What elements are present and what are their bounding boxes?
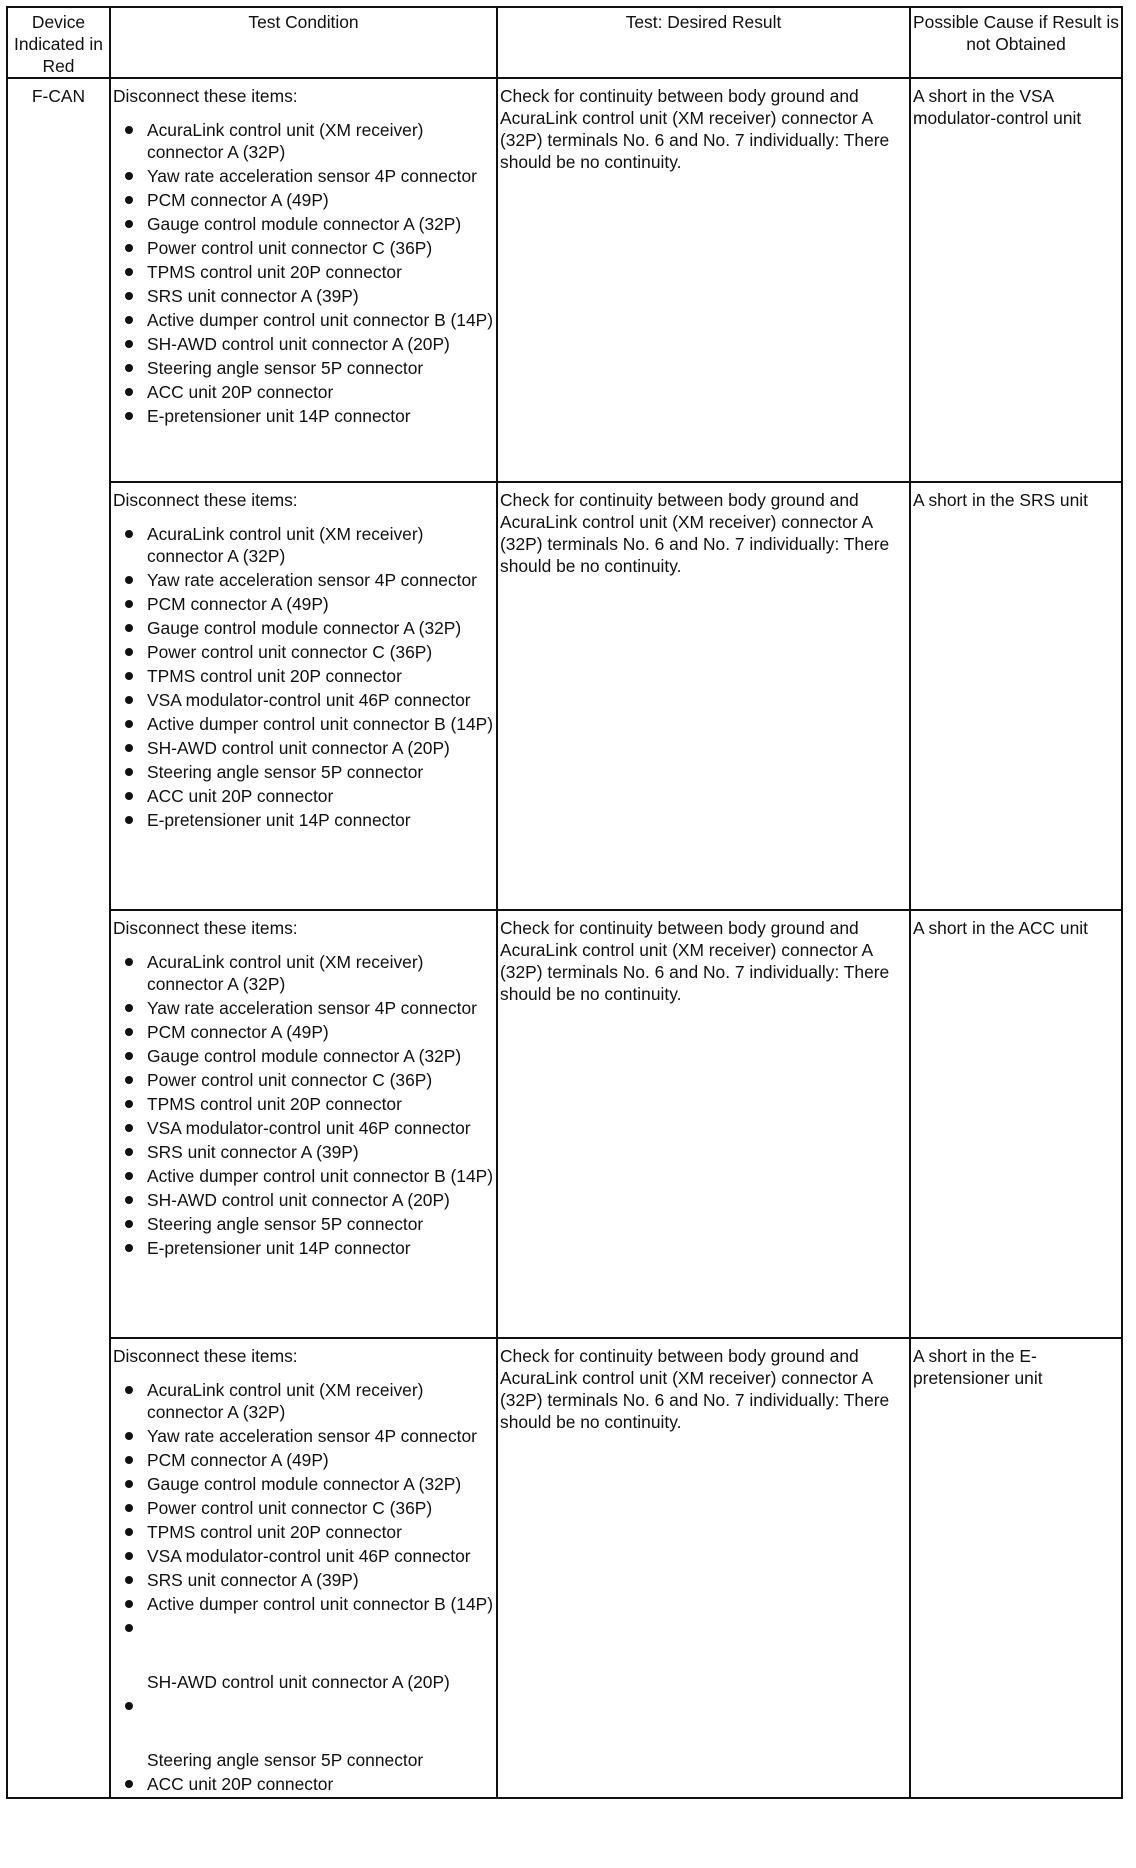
list-item: SRS unit connector A (39P) <box>147 1141 494 1163</box>
list-item: SH-AWD control unit connector A (20P) <box>147 1189 494 1211</box>
test-condition-intro: Disconnect these items: <box>113 86 298 106</box>
table-row <box>7 78 1122 482</box>
desired-result-cell: Check for continuity between body ground and AcuraLink control unit (XM receiver) connector A (32P) terminals No. 6 and No. 7 individually: There should be no continuity. <box>497 1338 910 1798</box>
disconnect-list <box>113 119 494 427</box>
list-item: Power control unit connector C (36P) <box>147 237 494 259</box>
list-item: PCM connector A (49P) <box>147 189 494 211</box>
list-item: Power control unit connector C (36P) <box>147 1069 494 1091</box>
list-item: Gauge control module connector A (32P) <box>147 213 494 235</box>
possible-cause-cell: A short in the E-pretensioner unit <box>910 1338 1122 1798</box>
header-test-condition: Test Condition <box>110 7 497 78</box>
list-item: Steering angle sensor 5P connector <box>147 1750 424 1770</box>
list-item: PCM connector A (49P) <box>147 593 494 615</box>
possible-cause-cell: A short in the ACC unit <box>910 910 1122 1338</box>
header-device: Device Indicated in Red <box>7 7 110 78</box>
list-item: VSA modulator-control unit 46P connector <box>147 1117 494 1139</box>
list-item: Gauge control module connector A (32P) <box>147 1045 494 1067</box>
list-item: Yaw rate acceleration sensor 4P connector <box>147 997 494 1019</box>
test-condition-intro: Disconnect these items: <box>113 1346 298 1366</box>
list-item: Steering angle sensor 5P connector <box>147 1213 494 1235</box>
list-item: PCM connector A (49P) <box>147 1021 494 1043</box>
desired-result-cell: Check for continuity between body ground and AcuraLink control unit (XM receiver) connector A (32P) terminals No. 6 and No. 7 individually: There should be no continuity. <box>497 482 910 910</box>
troubleshooting-table <box>6 6 1123 1799</box>
list-item: Steering angle sensor 5P connector <box>147 357 494 379</box>
list-item: TPMS control unit 20P connector <box>147 1521 494 1543</box>
list-item: AcuraLink control unit (XM receiver) connector A (32P) <box>147 523 494 567</box>
test-condition-cell <box>110 1338 497 1798</box>
list-item: SH-AWD control unit connector A (20P) <box>147 737 494 759</box>
list-item: PCM connector A (49P) <box>147 1449 494 1471</box>
list-item: Active dumper control unit connector B (14P) <box>147 714 494 734</box>
table-row <box>7 910 1122 1338</box>
disconnect-list <box>113 523 494 831</box>
list-item: Gauge control module connector A (32P) <box>147 1473 494 1495</box>
list-item: Yaw rate acceleration sensor 4P connector <box>147 569 494 591</box>
header-possible-cause: Possible Cause if Result is not Obtained <box>910 7 1122 78</box>
list-item: ACC unit 20P connector <box>147 381 494 403</box>
test-condition-intro: Disconnect these items: <box>113 918 298 938</box>
header-desired-result: Test: Desired Result <box>497 7 910 78</box>
list-item: E-pretensioner unit 14P connector <box>147 405 494 427</box>
list-item: E-pretensioner unit 14P connector <box>147 809 494 831</box>
list-item: VSA modulator-control unit 46P connector <box>147 689 494 711</box>
possible-cause-cell: A short in the VSA modulator-control unit <box>910 78 1122 482</box>
list-item: Yaw rate acceleration sensor 4P connector <box>147 165 494 187</box>
list-item: ACC unit 20P connector <box>147 785 494 807</box>
list-item: TPMS control unit 20P connector <box>147 261 494 283</box>
test-condition-cell <box>110 482 497 910</box>
desired-result-cell: Check for continuity between body ground and AcuraLink control unit (XM receiver) connector A (32P) terminals No. 6 and No. 7 individually: There should be no continuity. <box>497 910 910 1338</box>
desired-result-cell: Check for continuity between body ground and AcuraLink control unit (XM receiver) connector A (32P) terminals No. 6 and No. 7 individually: There should be no continuity. <box>497 78 910 482</box>
disconnect-list <box>113 1379 494 1795</box>
list-item: Active dumper control unit connector B (14P) <box>147 1166 494 1186</box>
possible-cause-cell: A short in the SRS unit <box>910 482 1122 910</box>
test-condition-intro: Disconnect these items: <box>113 490 298 510</box>
list-item: SH-AWD control unit connector A (20P) <box>147 1672 450 1692</box>
list-item: ACC unit 20P connector <box>147 1773 494 1795</box>
test-condition-cell <box>110 910 497 1338</box>
list-item: TPMS control unit 20P connector <box>147 1093 494 1115</box>
list-item: Active dumper control unit connector B (14P) <box>147 310 494 330</box>
disconnect-list <box>113 951 494 1259</box>
list-item: AcuraLink control unit (XM receiver) connector A (32P) <box>147 951 494 995</box>
list-item: SH-AWD control unit connector A (20P) <box>147 333 494 355</box>
table-header-row <box>7 7 1122 78</box>
list-item: Yaw rate acceleration sensor 4P connector <box>147 1425 494 1447</box>
test-condition-cell <box>110 78 497 482</box>
list-item: SRS unit connector A (39P) <box>147 1569 494 1591</box>
list-item: Steering angle sensor 5P connector <box>147 761 494 783</box>
list-item: Power control unit connector C (36P) <box>147 641 494 663</box>
table-row <box>7 1338 1122 1798</box>
list-item: E-pretensioner unit 14P connector <box>147 1237 494 1259</box>
device-cell: F-CAN <box>7 78 110 1798</box>
list-item: TPMS control unit 20P connector <box>147 665 494 687</box>
list-item: AcuraLink control unit (XM receiver) connector A (32P) <box>147 1379 494 1423</box>
list-item: Active dumper control unit connector B (14P) <box>147 1594 494 1614</box>
list-item: AcuraLink control unit (XM receiver) connector A (32P) <box>147 119 494 163</box>
table-row <box>7 482 1122 910</box>
list-item: VSA modulator-control unit 46P connector <box>147 1545 494 1567</box>
list-item: Gauge control module connector A (32P) <box>147 617 494 639</box>
list-item: Power control unit connector C (36P) <box>147 1497 494 1519</box>
list-item: SRS unit connector A (39P) <box>147 285 494 307</box>
